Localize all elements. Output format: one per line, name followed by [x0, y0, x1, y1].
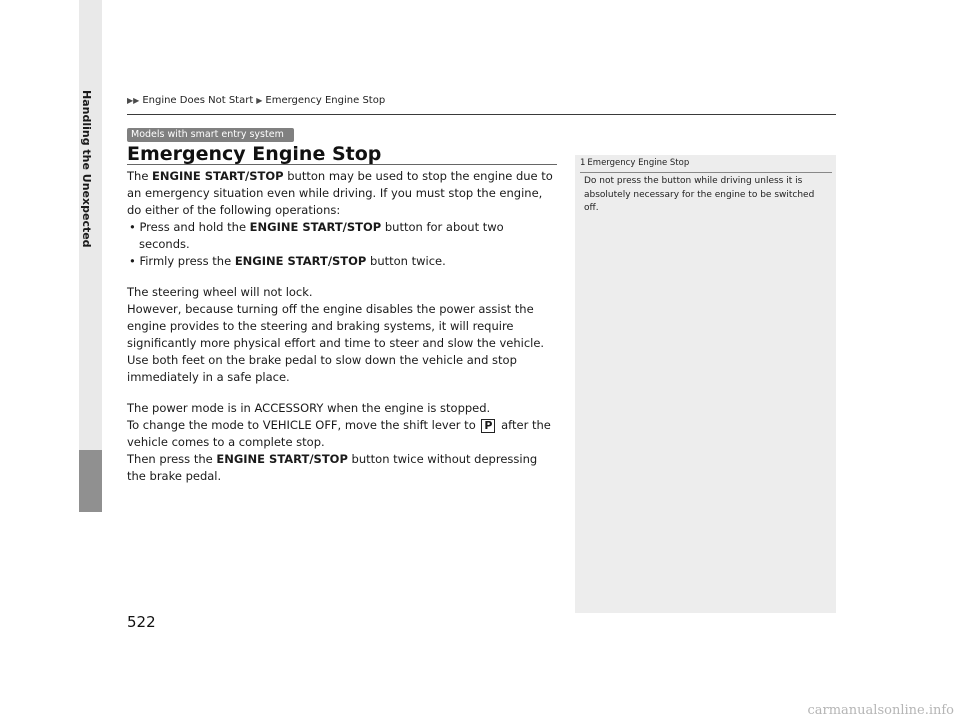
bullet-item-2: • Firmly press the ENGINE START/STOP button twice. [129, 254, 446, 268]
model-badge: Models with smart entry system [127, 128, 294, 142]
park-key-icon: P [481, 419, 495, 433]
side-tab [79, 0, 102, 512]
breadcrumb-parent[interactable]: Engine Does Not Start [142, 95, 254, 106]
side-tab-marker [79, 450, 102, 512]
paragraph-intro: The ENGINE START/STOP button may be used to stop the engine due to an emergency situation even while driving. If you must stop the engine, do either of the following operations: [127, 169, 553, 217]
paragraph-shift-lever: To change the mode to VEHICLE OFF, move the shift lever to P after the vehicle comes to a complete stop. [127, 418, 551, 449]
note-text: Do not press the button while driving unless it is absolutely necessary for the engine to be switched off. [584, 176, 815, 213]
bullet-item-1: • Press and hold the ENGINE START/STOP button for about two seconds. [129, 220, 504, 251]
breadcrumb-arrow-icon: ▶ [256, 96, 263, 105]
section-side-label: Handling the Unexpected [80, 90, 93, 248]
note-rule [580, 172, 832, 173]
paragraph-press-button: Then press the ENGINE START/STOP button twice without depressing the brake pedal. [127, 452, 538, 483]
main-body [127, 168, 557, 485]
paragraph-steering: The steering wheel will not lock. [127, 285, 313, 299]
breadcrumb-arrow-icon: ▶▶ [127, 96, 140, 105]
note-title: 1 Emergency Engine Stop [580, 158, 690, 168]
page-number: 522 [127, 613, 156, 631]
side-note-panel [575, 155, 836, 613]
breadcrumb [127, 95, 385, 106]
header-rule [127, 114, 836, 115]
watermark: carmanualsonline.info [807, 703, 954, 718]
title-rule [127, 164, 557, 165]
note-ref-number: 1 [580, 158, 586, 168]
page-title: Emergency Engine Stop [127, 143, 382, 165]
paragraph-power-mode: The power mode is in ACCESSORY when the engine is stopped. [127, 401, 491, 415]
breadcrumb-current: Emergency Engine Stop [265, 95, 386, 106]
paragraph-power-assist: However, because turning off the engine disables the power assist the engine provides to the steering and braking systems, it will require significantly more physical effort and time to steer and slow the vehicle. Use both feet on the brake pedal to slow down the vehicle and stop immediately in a safe place. [127, 302, 545, 384]
